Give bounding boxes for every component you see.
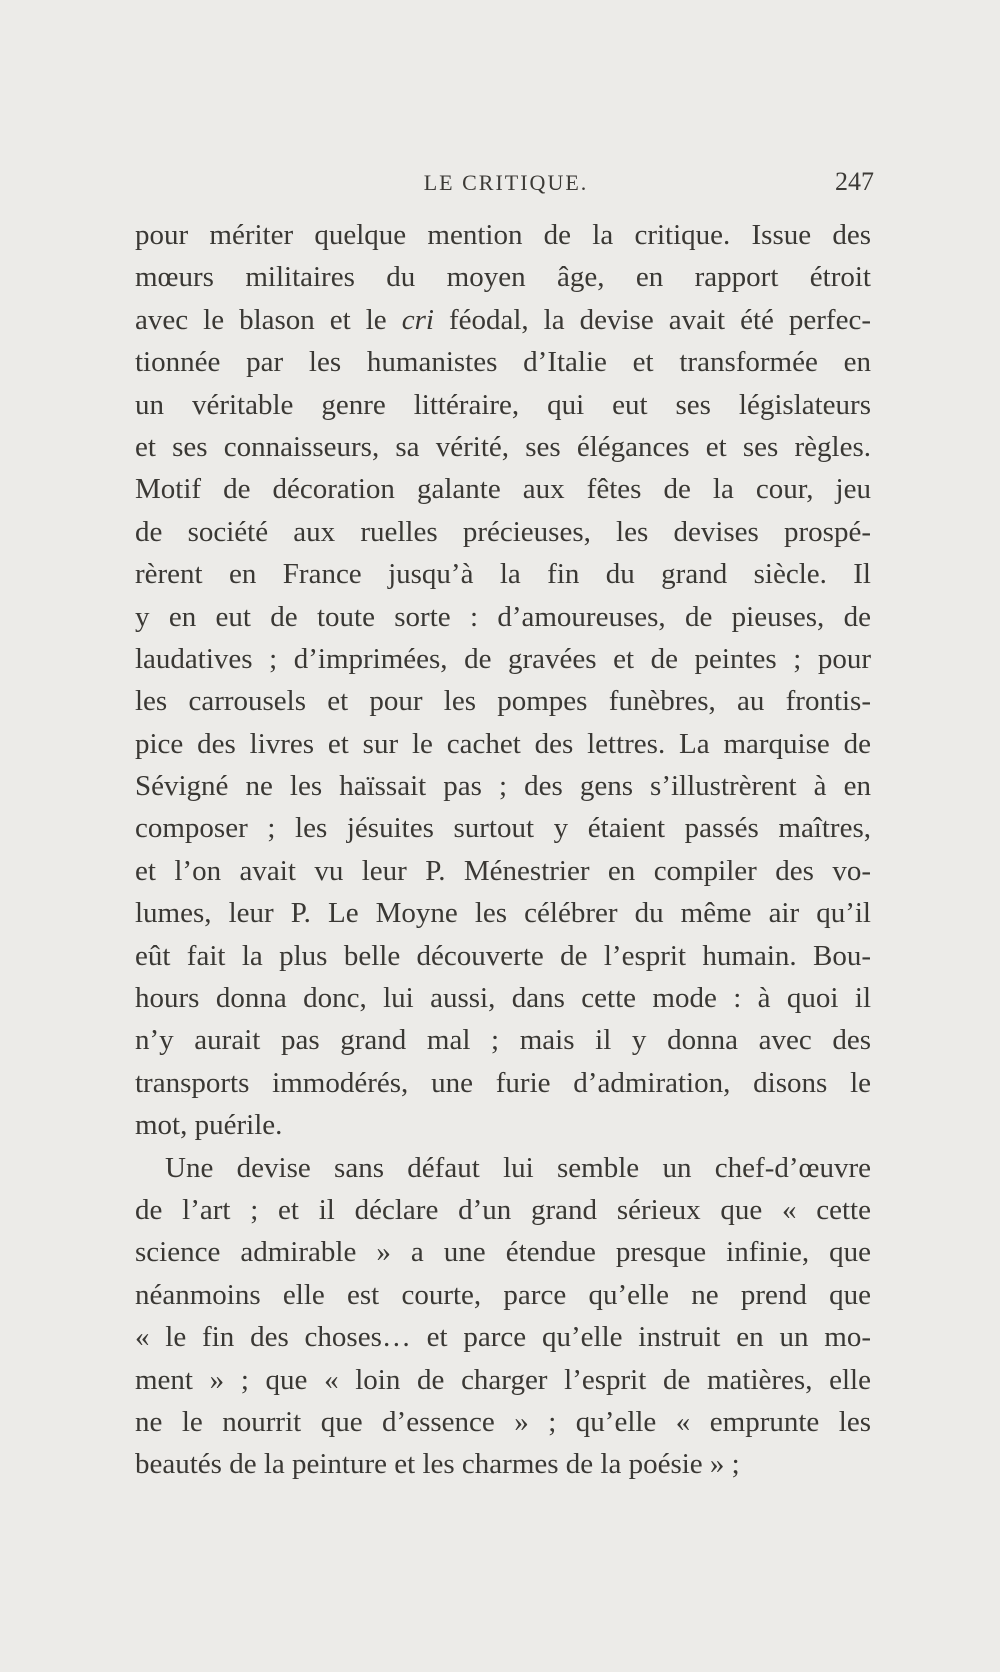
text-line: et ses connaisseurs, sa vérité, ses élégances et ses règles. xyxy=(135,430,871,463)
text-line: Motif de décoration galante aux fêtes de la cour, jeu xyxy=(135,473,871,506)
text-line: avec le blason et le cri féodal, la devise avait été perfec- xyxy=(135,303,871,336)
text-line: un véritable genre littéraire, qui eut ses législateurs xyxy=(135,388,871,421)
text-line: tionnée par les humanistes d’Italie et transformée en xyxy=(135,346,871,379)
text-line: ne le nourrit que d’essence » ; qu’elle « emprunte les xyxy=(135,1405,871,1438)
page-number: 247 xyxy=(835,167,874,196)
text-line: mot, puérile. xyxy=(135,1109,283,1142)
text-line: rèrent en France jusqu’à la fin du grand siècle. Il xyxy=(135,558,871,591)
running-head xyxy=(138,167,874,202)
text-line: science admirable » a une étendue presque infinie, que xyxy=(135,1236,871,1269)
paragraph xyxy=(135,214,871,1147)
text-line: laudatives ; d’imprimées, de gravées et de peintes ; pour xyxy=(135,642,871,675)
text-line: de l’art ; et il déclare d’un grand sérieux que « cette xyxy=(135,1193,871,1226)
text-line: de société aux ruelles précieuses, les devises prospé- xyxy=(135,515,871,548)
body-text xyxy=(135,214,871,1486)
text-line: mœurs militaires du moyen âge, en rapport étroit xyxy=(135,261,871,294)
text-line: lumes, leur P. Le Moyne les célébrer du même air qu’il xyxy=(135,897,871,930)
running-title: LE CRITIQUE. xyxy=(423,170,589,195)
text-line: transports immodérés, une furie d’admiration, disons le xyxy=(135,1066,871,1099)
text-line: pice des livres et sur le cachet des lettres. La marquise de xyxy=(135,727,871,760)
text-line: pour mériter quelque mention de la critique. Issue des xyxy=(135,219,871,251)
text-line: Une devise sans défaut lui semble un chef-d’œuvre xyxy=(165,1151,871,1184)
text-line: les carrousels et pour les pompes funèbres, au frontis- xyxy=(135,685,871,718)
text-line: Sévigné ne les haïssait pas ; des gens s’illustrèrent à en xyxy=(135,770,871,803)
text-line: y en eut de toute sorte : d’amoureuses, de pieuses, de xyxy=(135,600,871,633)
text-line: composer ; les jésuites surtout y étaient passés maîtres, xyxy=(135,812,871,845)
text-line: ment » ; que « loin de charger l’esprit de matières, elle xyxy=(135,1363,871,1396)
text-line: n’y aurait pas grand mal ; mais il y donna avec des xyxy=(135,1024,871,1057)
text-line: et l’on avait vu leur P. Ménestrier en compiler des vo- xyxy=(135,854,871,887)
paragraph xyxy=(135,1147,871,1486)
text-line: « le fin des choses… et parce qu’elle instruit en un mo- xyxy=(135,1321,871,1354)
text-line: beautés de la peinture et les charmes de la poésie » ; xyxy=(135,1448,740,1481)
text-line: eût fait la plus belle découverte de l’esprit humain. Bou- xyxy=(135,939,871,972)
text-line: néanmoins elle est courte, parce qu’elle ne prend que xyxy=(135,1278,871,1311)
text-line: hours donna donc, lui aussi, dans cette mode : à quoi il xyxy=(135,982,871,1015)
